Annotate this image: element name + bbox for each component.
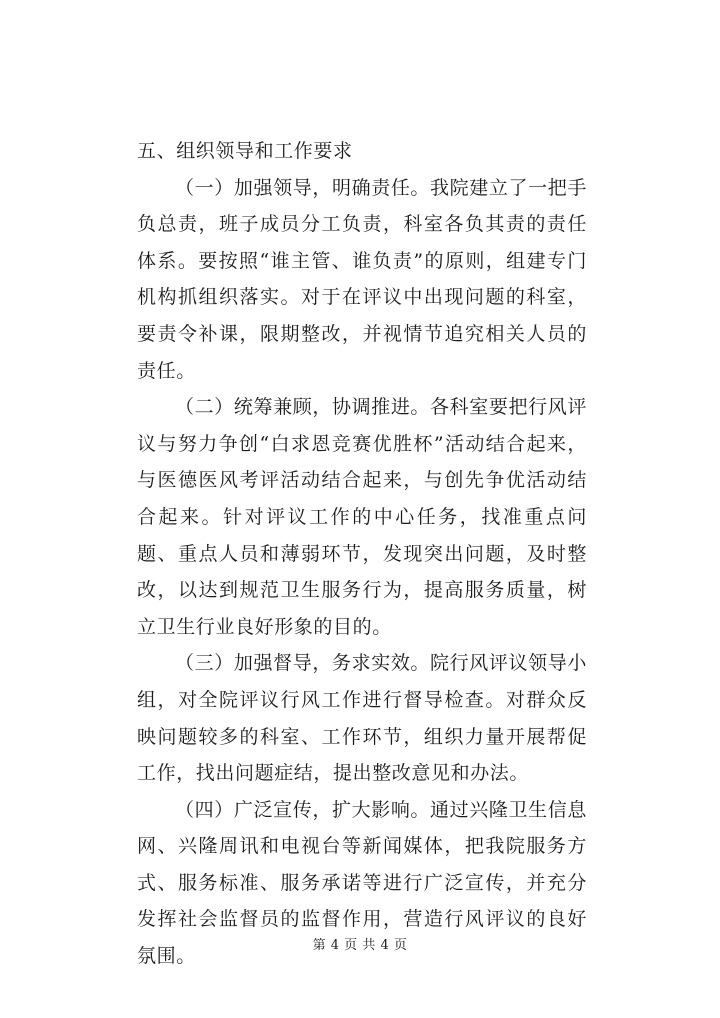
page-footer: 第 4 页 共 4 页 xyxy=(312,938,408,953)
section-heading: 五、组织领导和工作要求 xyxy=(137,140,353,162)
paragraph-leadership: （一）加强领导，明确责任。我院建立了一把手负总责，班子成员分工负责，科室各负其责的责任体系。要按照“谁主管、谁负责”的原则，组建专门机构抓组织落实。对于在评议中出现问题的科室，要责令补课，限期整改，并视情节追究相关人员的责任。 xyxy=(137,176,587,382)
paragraph-publicity: （四）广泛宣传，扩大影响。通过兴隆卫生信息网、兴隆周讯和电视台等新闻媒体，把我院服务方式、服务标准、服务承诺等进行广泛宣传，并充分发挥社会监督员的监督作用，营造行风评议的良好氛围。 xyxy=(137,798,587,968)
document-body xyxy=(137,133,587,975)
paragraph-coordination: （二）统筹兼顾，协调推进。各科室要把行风评议与努力争创“白求恩竞赛优胜杯”活动结合起来，与医德医风考评活动结合起来，与创先争优活动结合起来。针对评议工作的中心任务，找准重点问题、重点人员和薄弱环节，发现突出问题，及时整改，以达到规范卫生服务行为，提高服务质量，树立卫生行业良好形象的目的。 xyxy=(137,396,587,638)
paragraph-supervision: （三）加强督导，务求实效。院行风评议领导小组，对全院评议行风工作进行督导检查。对群众反映问题较多的科室、工作环节，组织力量开展帮促工作，找出问题症结，提出整改意见和办法。 xyxy=(137,652,587,785)
